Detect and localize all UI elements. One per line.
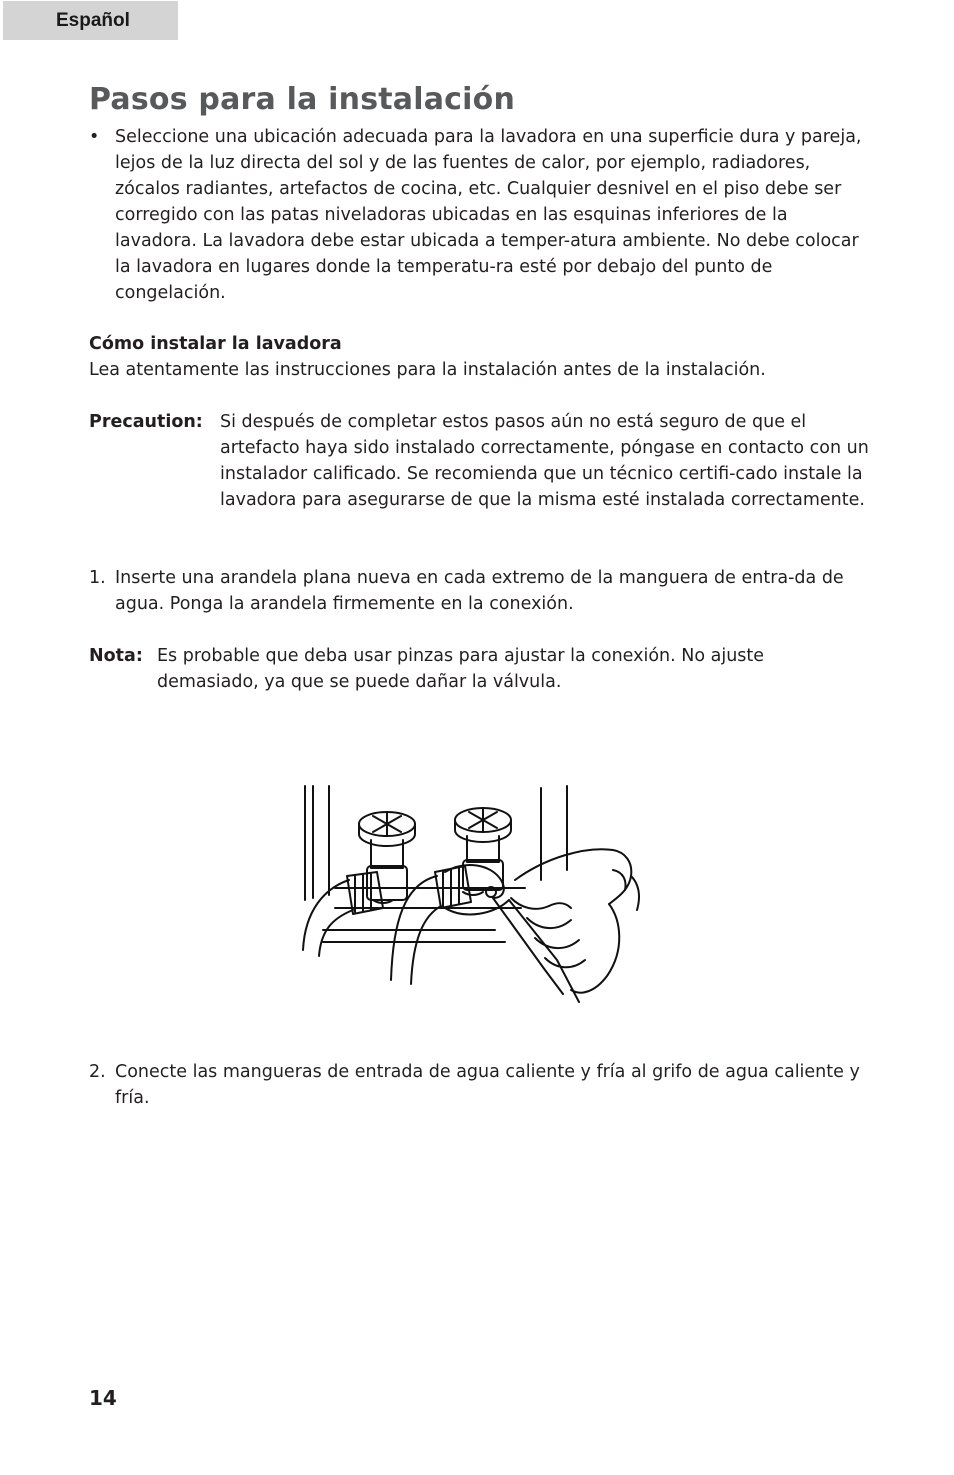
precaution-block (89, 409, 879, 513)
faucet-handle-right (455, 808, 511, 890)
precaution-text: Si después de completar estos pasos aún no está seguro de que el artefacto haya sido instalado correctamente, póngase en contacto con un instalador calificado. Se recomienda que un técnico certifi-cado instale la lavadora para asegurarse de que la misma esté instalada correctamente. (220, 412, 869, 510)
bullet-text: Seleccione una ubicación adecuada para la lavadora en una superficie dura y pareja, lejos de la luz directa del sol y de las fuentes de calor, por ejemplo, radiadores, zócalos radiantes, artefactos de cocina, etc. Cualquier desnivel en el piso debe ser corregido con las patas niveladoras ubicadas en las esquinas inferiores de la lavadora. La lavadora debe estar ubicada a temper-atura ambiente. No debe colocar la lavadora en lugares donde la temperatu-ra esté por debajo del punto de congelación. (115, 127, 862, 303)
step-item (89, 1059, 879, 1111)
faucet-handle-left (359, 812, 415, 900)
hand (511, 849, 639, 992)
step-item (89, 565, 879, 617)
bullet-mark: • (89, 127, 100, 147)
pliers (445, 865, 579, 1002)
section-heading: Cómo instalar la lavadora (89, 334, 342, 354)
pliers-tightening-hose-illustration (295, 780, 655, 1012)
page-title: Pasos para la instalación (89, 82, 516, 117)
step-number: 2. (89, 1062, 106, 1082)
step-number: 1. (89, 568, 106, 588)
step-text: Inserte una arandela plana nueva en cada extremo de la manguera de entra-da de agua. Ponga la arandela firmemente en la conexión. (115, 568, 844, 614)
bullet-item (89, 124, 879, 306)
precaution-label: Precaution: (89, 412, 203, 432)
section-intro: Lea atentamente las instrucciones para la instalación antes de la instalación. (89, 360, 766, 380)
step-text: Conecte las mangueras de entrada de agua caliente y fría al grifo de agua caliente y fría. (115, 1062, 860, 1108)
note-text: Es probable que deba usar pinzas para ajustar la conexión. No ajuste demasiado, ya que se puede dañar la válvula. (157, 646, 765, 692)
page-number: 14 (89, 1386, 117, 1410)
language-tab: Español (3, 1, 178, 40)
note-label: Nota: (89, 646, 143, 666)
note-block (89, 643, 879, 695)
